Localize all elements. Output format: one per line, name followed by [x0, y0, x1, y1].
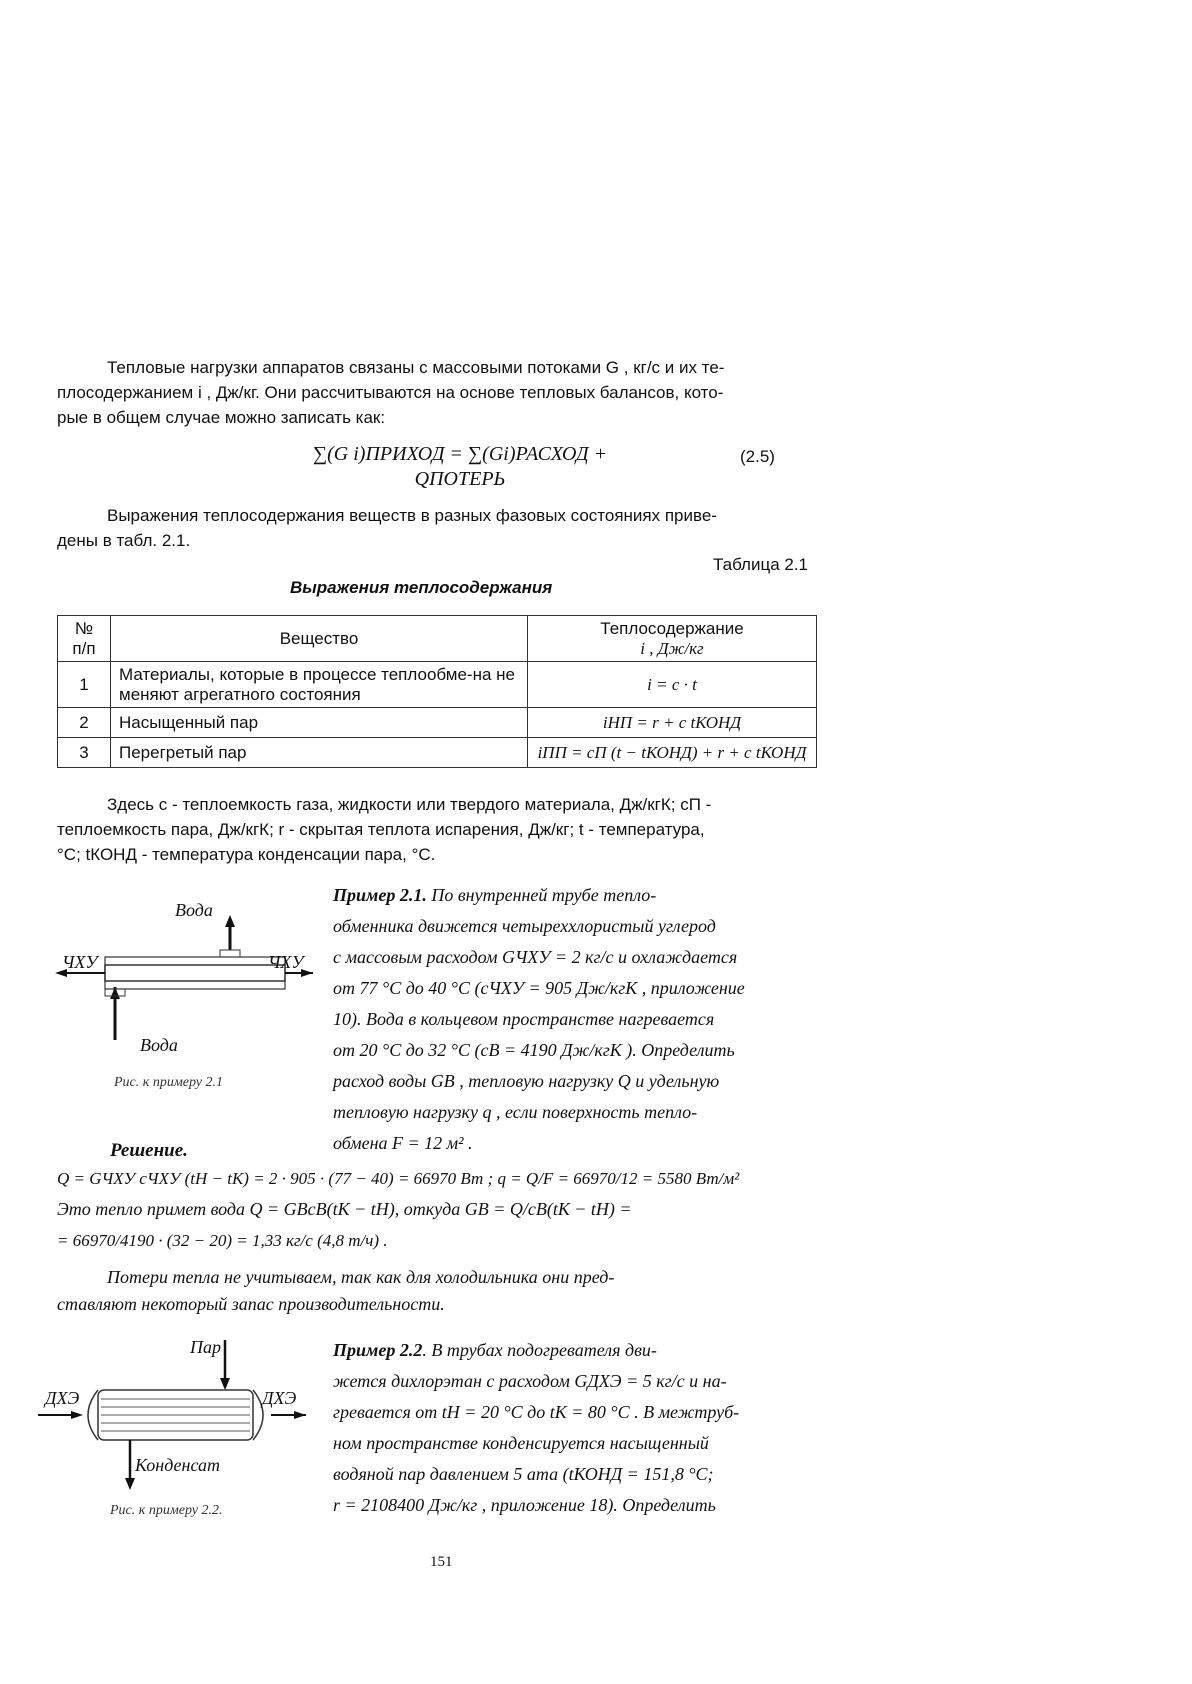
row-formula: iПП = cП (t − tКОНД) + r + c tКОНД	[528, 738, 817, 768]
example2-block	[333, 1335, 823, 1521]
example2-line-5: r = 2108400 Дж/кг , приложение 18). Определить	[333, 1495, 716, 1515]
solution-line-3: = 66970/4190 · (32 − 20) = 1,33 кг/с (4,8 т/ч) .	[57, 1231, 388, 1250]
row-substance: Материалы, которые в процессе теплообме-на не меняют агрегатного состояния	[111, 662, 528, 708]
example1-line-8: обмена F = 12 м² .	[333, 1133, 473, 1153]
example2-line-1: жется дихлорэтан с расходом GДХЭ = 5 кг/с и на-	[333, 1371, 727, 1391]
fig2-left-label: ДХЭ	[45, 1388, 80, 1408]
example1-title: Пример 2.1.	[333, 885, 427, 905]
fig2-steam-label: Пар	[190, 1337, 221, 1357]
example1-line-5: от 20 °C до 32 °C (cВ = 4190 Дж/кгК ). Определить	[333, 1040, 735, 1060]
header-enthalpy	[528, 616, 817, 662]
solution-note-2: ставляют некоторый запас производительности.	[57, 1294, 445, 1314]
fig1-caption: Рис. к примеру 2.1	[114, 1075, 223, 1090]
example1-line-6: расход воды GВ , тепловую нагрузку Q и удельную	[333, 1071, 720, 1091]
page-number: 151	[430, 1554, 453, 1570]
header-num: № п/п	[58, 616, 111, 662]
fig2-right-label: ДХЭ	[262, 1388, 297, 1408]
solution-line-1: Q = GЧХУ cЧХУ (tН − tК) = 2 · 905 · (77 − 40) = 66970 Вт ; q = Q/F = 66970/12 = 5580 Вт/м²	[57, 1169, 740, 1188]
example2-line-4: водяной пар давлением 5 ата (tКОНД = 151,8 °C;	[333, 1464, 714, 1484]
figure-heat-exchanger-1	[55, 905, 315, 1075]
row-num: 2	[58, 708, 111, 738]
row-num: 1	[58, 662, 111, 708]
table-row	[58, 708, 817, 738]
example1-line-1: обменника движется четыреххлористый углерод	[333, 916, 716, 936]
example2-line-2: гревается от tН = 20 °C до tК = 80 °C . В межтруб-	[333, 1402, 740, 1422]
legend-line-1: Здесь c - теплоемкость газа, жидкости или твердого материала, Дж/кгК; cП -	[107, 795, 712, 814]
table-row	[58, 662, 817, 708]
solution-line-2: Это тепло примет вода Q = GВcВ(tК − tН), откуда GВ = Q/cВ(tК − tН) =	[57, 1199, 632, 1219]
header-enthalpy-unit: i , Дж/кг	[640, 638, 704, 658]
example1-block	[333, 880, 823, 1159]
example1-line-3: от 77 °C до 40 °C (cЧХУ = 905 Дж/кгК , приложение	[333, 978, 745, 998]
para2-line-1: Выражения теплосодержания веществ в разных фазовых состояниях приве-	[107, 506, 717, 525]
example1-line-0: По внутренней трубе тепло-	[431, 885, 657, 905]
legend-line-2: теплоемкость пара, Дж/кгК; r - скрытая теплота испарения, Дж/кг; t - температура,	[57, 820, 705, 839]
row-substance: Насыщенный пар	[111, 708, 528, 738]
intro-line-2: плосодержанием i , Дж/кг. Они рассчитываются на основе тепловых балансов, кото-	[57, 383, 724, 402]
fig2-condensate-label: Конденсат	[135, 1455, 220, 1475]
row-formula: iНП = r + c tКОНД	[528, 708, 817, 738]
table-label: Таблица 2.1	[713, 555, 809, 574]
fig1-right-label: ЧХУ	[268, 952, 304, 972]
solution-note-1: Потери тепла не учитываем, так как для холодильника они пред-	[107, 1267, 615, 1287]
example2-title: Пример 2.2	[333, 1340, 423, 1360]
fig2-caption: Рис. к примеру 2.2.	[110, 1503, 223, 1518]
intro-line-1: Тепловые нагрузки аппаратов связаны с массовыми потоками G , кг/с и их те-	[107, 358, 725, 377]
legend-line-3: °C; tКОНД - температура конденсации пара, °C.	[57, 845, 436, 864]
header-enthalpy-label: Теплосодержание	[600, 618, 744, 638]
row-formula: i = c · t	[528, 662, 817, 708]
fig1-left-label: ЧХУ	[62, 952, 98, 972]
equation-number: (2.5)	[740, 447, 775, 466]
table-title: Выражения теплосодержания	[290, 578, 553, 597]
equation-formula: ∑(G i)ПРИХОД = ∑(Gi)РАСХОД + QПОТЕРЬ	[312, 443, 608, 490]
example2-line-0: . В трубах подогревателя дви-	[422, 1340, 657, 1360]
table-row	[58, 738, 817, 768]
example1-line-4: 10). Вода в кольцевом пространстве нагревается	[333, 1009, 715, 1029]
row-substance: Перегретый пар	[111, 738, 528, 768]
intro-line-3: рые в общем случае можно записать как:	[57, 408, 386, 427]
example1-line-7: тепловую нагрузку q , если поверхность тепло-	[333, 1102, 698, 1122]
enthalpy-table	[57, 615, 817, 768]
row-num: 3	[58, 738, 111, 768]
para2-line-2: дены в табл. 2.1.	[57, 531, 191, 550]
fig1-water-bottom: Вода	[140, 1035, 178, 1055]
header-substance: Вещество	[111, 616, 528, 662]
solution-title: Решение.	[110, 1140, 188, 1161]
example2-line-3: ном пространстве конденсируется насыщенный	[333, 1433, 709, 1453]
fig1-water-top: Вода	[175, 900, 213, 920]
example1-line-2: с массовым расходом GЧХУ = 2 кг/с и охлаждается	[333, 947, 738, 967]
